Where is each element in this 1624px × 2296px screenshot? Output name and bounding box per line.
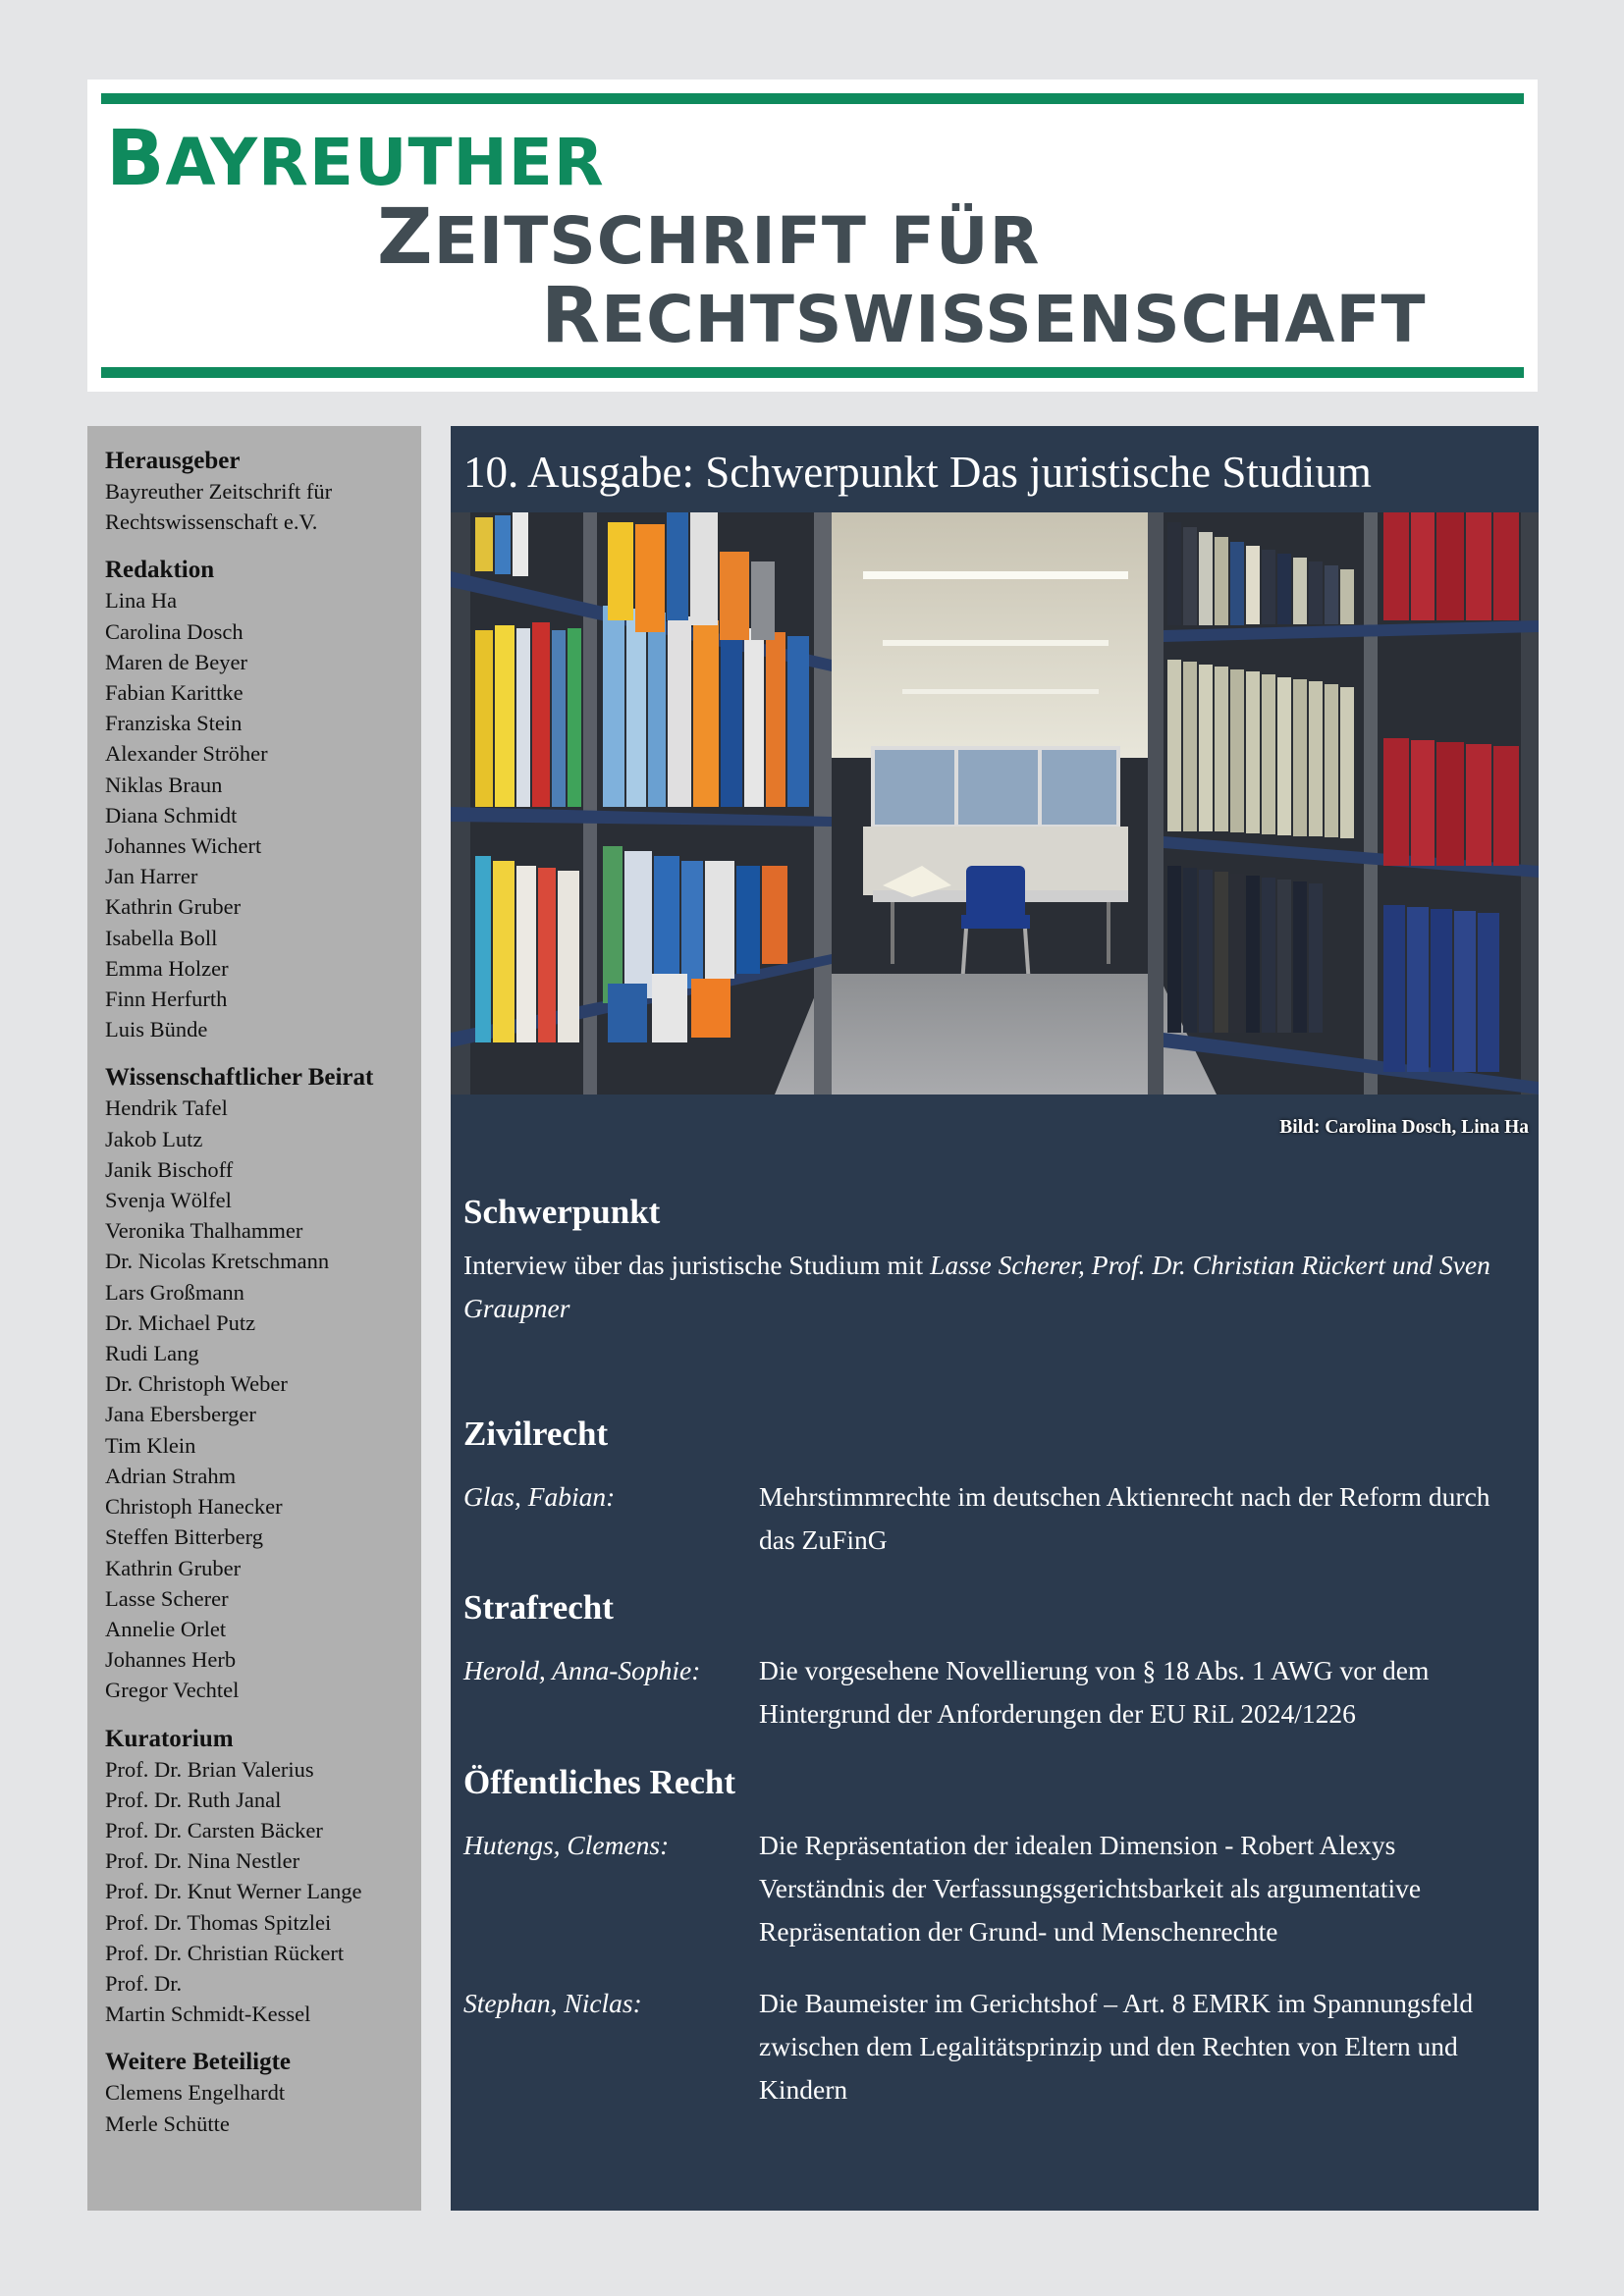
sidebar-item: Finn Herfurth: [105, 987, 228, 1012]
sidebar-heading: Redaktion: [105, 557, 215, 584]
section-heading-oeffentliches-recht: Öffentliches Recht: [463, 1763, 736, 1801]
article-author: Glas, Fabian:: [463, 1481, 616, 1512]
sidebar-section-beirat: [105, 1062, 421, 1705]
sidebar-item: Adrian Strahm: [105, 1463, 237, 1488]
sidebar-item: Carolina Dosch: [105, 618, 244, 644]
sidebar-section-weitere: [105, 2047, 421, 2138]
sidebar-item: Johannes Wichert: [105, 833, 262, 859]
sidebar-item: Kathrin Gruber: [105, 1555, 242, 1580]
sidebar-section-kuratorium: [105, 1724, 421, 2030]
focus-description: [463, 1244, 1524, 1330]
sidebar-item: Prof. Dr. Nina Nestler: [105, 1848, 300, 1874]
sidebar-item: Christoph Hanecker: [105, 1494, 283, 1520]
focus-interviewees: Lasse Scherer, Prof. Dr. Christian Rückert und Sven Graupner: [463, 1250, 1490, 1323]
sidebar-heading: Wissenschaftlicher Beirat: [105, 1064, 374, 1092]
sidebar-item: Martin Schmidt-Kessel: [105, 2002, 311, 2027]
sidebar-item: Tim Klein: [105, 1432, 196, 1458]
sidebar-item: Prof. Dr. Thomas Spitzlei: [105, 1909, 332, 1935]
sidebar-item: Prof. Dr. Knut Werner Lange: [105, 1879, 362, 1904]
sidebar-heading: Herausgeber: [105, 448, 241, 474]
sidebar-item: Dr. Christoph Weber: [105, 1371, 288, 1397]
focus-text-plain: Interview über das juristische Studium mit: [463, 1250, 931, 1280]
sidebar-section-redaktion: [105, 555, 421, 1044]
article-author: Herold, Anna-Sophie:: [463, 1655, 701, 1685]
sidebar-item: Merle Schütte: [105, 2110, 230, 2136]
sidebar-item: Alexander Ströher: [105, 741, 268, 767]
sidebar-item: Lars Großmann: [105, 1279, 244, 1305]
issue-contents-panel: [451, 426, 1539, 2211]
sidebar-item: Prof. Dr.: [105, 1970, 183, 1996]
sidebar-item: Clemens Engelhardt: [105, 2080, 286, 2106]
sidebar-item: Prof. Dr. Christian Rückert: [105, 1940, 345, 1965]
article-title: Die Repräsentation der idealen Dimension - Robert Alexys Verständnis der Verfassungsgerichtsbarkeit als argumentative Repräsentation der Grund- und Menschenrechte: [759, 1830, 1422, 1947]
sidebar-item: Fabian Karittke: [105, 680, 244, 706]
masthead: [87, 80, 1538, 392]
editorial-sidebar: [87, 426, 421, 2211]
sidebar-item: Lina Ha: [105, 588, 178, 614]
sidebar-item: Dr. Michael Putz: [105, 1309, 256, 1335]
section-heading-zivilrecht: Zivilrecht: [463, 1415, 609, 1453]
article-author: Stephan, Niclas:: [463, 1988, 642, 2018]
sidebar-item: Emma Holzer: [105, 955, 229, 981]
sidebar-heading: Weitere Beteiligte: [105, 2049, 292, 2076]
image-credit: Bild: Carolina Dosch, Lina Ha: [1279, 1117, 1529, 1138]
issue-title: 10. Ausgabe: Schwerpunkt Das juristische Studium: [463, 448, 1372, 497]
sidebar-item: Prof. Dr. Brian Valerius: [105, 1756, 314, 1782]
article-title: Die Baumeister im Gerichtshof – Art. 8 EMRK im Spannungsfeld zwischen dem Legalitätsprinzip und den Rechten von Eltern und Kindern: [759, 1988, 1474, 2105]
article-title: Die vorgesehene Novellierung von § 18 Abs. 1 AWG vor dem Hintergrund der Anforderungen der EU RiL 2024/1226: [759, 1655, 1430, 1729]
sidebar-item: Prof. Dr. Carsten Bäcker: [105, 1817, 323, 1842]
sidebar-item: Niklas Braun: [105, 772, 223, 797]
sidebar-item: Prof. Dr. Ruth Janal: [105, 1787, 282, 1812]
sidebar-item: Jakob Lutz: [105, 1126, 203, 1151]
sidebar-item: Dr. Nicolas Kretschmann: [105, 1249, 330, 1274]
section-heading-schwerpunkt: Schwerpunkt: [463, 1193, 661, 1231]
sidebar-item: Janik Bischoff: [105, 1156, 234, 1182]
sidebar-item: Diana Schmidt: [105, 802, 238, 828]
section-heading-strafrecht: Strafrecht: [463, 1588, 614, 1627]
sidebar-item: Rechtswissenschaft e.V.: [105, 509, 318, 535]
sidebar-item: Svenja Wölfel: [105, 1188, 232, 1213]
sidebar-item: Maren de Beyer: [105, 649, 247, 674]
masthead-top-rule: [101, 93, 1524, 104]
sidebar-item: Rudi Lang: [105, 1341, 199, 1366]
masthead-bottom-rule: [101, 367, 1524, 378]
sidebar-item: Steffen Bitterberg: [105, 1524, 264, 1550]
sidebar-item: Bayreuther Zeitschrift für: [105, 479, 333, 504]
sidebar-item: Jan Harrer: [105, 864, 198, 889]
sidebar-item: Jana Ebersberger: [105, 1402, 256, 1427]
sidebar-item: Johannes Herb: [105, 1647, 237, 1673]
sidebar-item: Luis Bünde: [105, 1017, 208, 1042]
article-author: Hutengs, Clemens:: [463, 1830, 670, 1860]
sidebar-item: Gregor Vechtel: [105, 1678, 240, 1703]
sidebar-item: Hendrik Tafel: [105, 1095, 228, 1121]
masthead-title-line-2: ZEITSCHRIFT FÜR: [377, 193, 1041, 282]
masthead-title-line-3: RECHTSWISSENSCHAFT: [541, 272, 1427, 360]
sidebar-heading: Kuratorium: [105, 1725, 234, 1752]
library-cover-photo: [451, 512, 1539, 1095]
sidebar-item: Isabella Boll: [105, 925, 218, 950]
sidebar-item: Annelie Orlet: [105, 1616, 227, 1641]
article-title: Mehrstimmrechte im deutschen Aktienrecht nach der Reform durch das ZuFinG: [759, 1481, 1490, 1555]
sidebar-item: Franziska Stein: [105, 711, 243, 736]
sidebar-item: Kathrin Gruber: [105, 894, 242, 920]
masthead-title-line-1: BAYREUTHER: [106, 115, 605, 203]
sidebar-item: Veronika Thalhammer: [105, 1218, 303, 1244]
sidebar-item: Lasse Scherer: [105, 1585, 229, 1611]
sidebar-section-herausgeber: [105, 446, 421, 537]
